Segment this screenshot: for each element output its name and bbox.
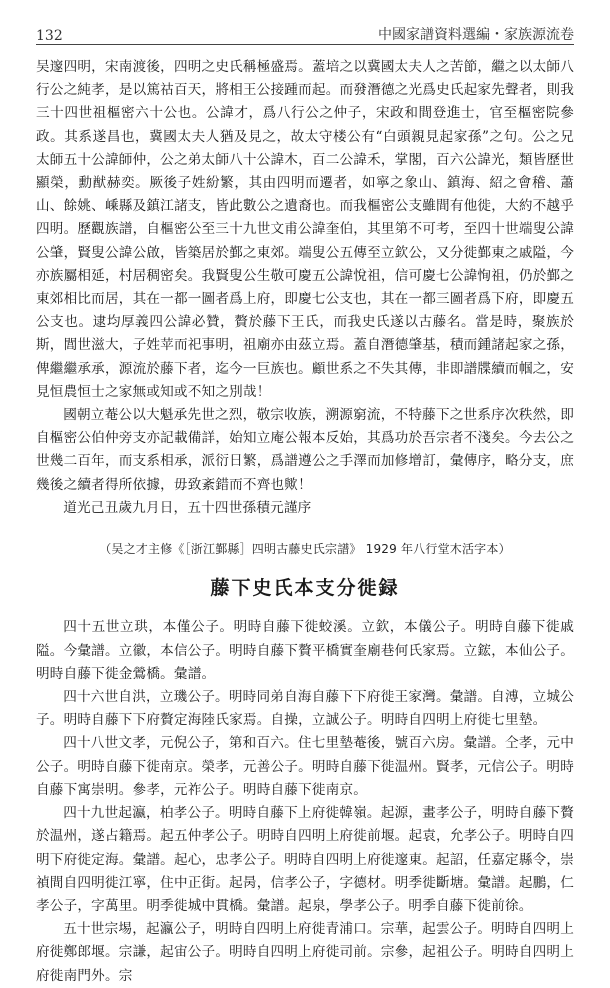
header-rule: [36, 44, 574, 45]
section-title: 藤下史氏本支分徙録: [210, 577, 400, 600]
running-header: [36, 18, 574, 44]
preface-signature: 道光己丑歲九月日，五十四世孫積元謹序: [63, 499, 312, 516]
genealogy-entry-gen48: 四十八世文孝，元倪公子，第和百六。住七里墊菴後，號百六房。彙譜。仝孝，元中公子。明時自藤下徙南京。榮孝，元善公子。明時自藤下徙温州。賢孝，元信公子。明時自藤下寓崇明。參孝，元祚公子。明時自藤下徙南京。: [36, 735, 574, 798]
source-citation: （吴之才主修《［浙江鄞縣］四明古藤史氏宗譜》 1929 年八行堂木活字本）: [99, 542, 511, 557]
page-number: 132: [36, 28, 63, 44]
genealogy-entry-gen50: 五十世宗埸，起瀛公子，明時自四明上府徙青浦口。宗華，起雲公子。明時自四明上府徙鄭郎堰。宗謙，起宙公子。明時自四明上府徙司前。宗參，起祖公子。明時自四明上府徙南門外。宗: [36, 921, 574, 984]
preface-paragraph-2: 國朝立菴公以大魁承先世之烈，敬宗收族，溯源窮流，不特藤下之世系序次秩然，即自樞密公伯仲旁支亦記載備詳，始知立庵公報本反始，其爲功於吾宗者不淺矣。今去公之世幾二百年，而支系相承，派衍日繁，爲譜遵公之手澤而加修增訂，彙傳序，略分支，庶幾後之續者得所依據，毋致紊錯而不齊也歟！: [36, 407, 574, 493]
genealogy-entry-gen45: 四十五世立珙，本僅公子。明時自藤下徙蛟溪。立欽，本儀公子。明時自藤下徙戚隘。今彙譜。立徽，本信公子。明時自藤下贅平橋實奎廟巷何氏家焉。立鋐，本仙公子。明時自藤下徙金鶯橋。彙譜。: [36, 619, 574, 682]
running-title: 中國家譜資料選編・家族源流卷: [378, 27, 574, 43]
genealogy-entry-gen49: 四十九世起瀛，柏孝公子。明時自藤下上府徙韓嶺。起源，畫孝公子，明時自藤下贅於温州，遂占籍焉。起五仲孝公子。明時自四明上府徙前堰。起袁，允孝公子。明時自四明下府徙定海。彙譜。起心，忠孝公子。明時自四明上府徙邃東。起詔，任嘉定縣令，崇禎間自四明徙江寧，住中正街。起昺，信孝公子，字德材。明季徙斷塘。彙譜。起鵬，仁孝公子，字萬里。明季徙城中貫橋。彙譜。起泉，學孝公子。明季自藤下徙前徐。: [36, 805, 574, 914]
preface-paragraph-1: 吴邃四明，宋南渡後，四明之史氏稱極盛焉。蓋培之以冀國太夫人之苦節，繼之以太師八行公之純孝，是以篤祜百天，將相王公接踵而起。而發潛德之光爲史氏起家先聲者，則我三十四世祖樞密六十公也。公諱才，爲八行公之仲子，宋政和間登進士，官至樞密院參政。其系遂昌也，冀國太夫人猶及見之，故太守楼公有“白頭親見起家孫”之句。公之兄太師五十公諱師仲，公之弟太師八十公諱木，百二公諱禾，掌閣，百六公諱光，類皆歷世顯榮，勳猷赫奕。厥後子姓紛繁，其由四明而遷者，如寧之象山、鎮海、紹之會稽、蕭山、餘姚、嵊縣及鎮江諸支，皆此數公之遺裔也。而我樞密公支雖間有他徙，大約不越乎四明。歷觀族譜，自樞密公至三十九世文甫公諱奎伯，其里第不可考，至四十世端叟公諱公肇，賢叟公諱公啟，皆築居於鄞之東郊。端叟公五傳至立欽公，又分徙鄞東之戚隘，今亦族屬相延，村居稠密矣。我賢叟公生敬可慶五公諱悅祖，信可慶七公諱恂祖，仍於鄞之東郊相比而居，其在一都一圖者爲上府，即慶七公支也，其在一都三圖者爲下府，即慶五公支也。逮均厚義四公諱必贊，贅於藤下王氏，而我史氏遂以古藤名。當是時，聚族於斯，閭世滋大，子姓苹而祀事明，祖廟亦由茲立焉。蓋自潛德肇基，積而鍾諸起家之孫，俾繼繼承承，源流於藤下者，迄今一巨族也。顧世系之不失其傳，非即譜牒續而帼之，安見恒農恒士之家無或知或不知之別哉！: [36, 59, 574, 400]
page-body: [36, 56, 574, 988]
genealogy-entry-gen46: 四十六世自洪，立璣公子。明時同弟自海自藤下下府徙王家灣。彙譜。自溥，立城公子。明時自藤下下府贅定海陸氏家焉。自操，立誠公子。明時自四明上府徙七里墊。: [36, 689, 574, 729]
